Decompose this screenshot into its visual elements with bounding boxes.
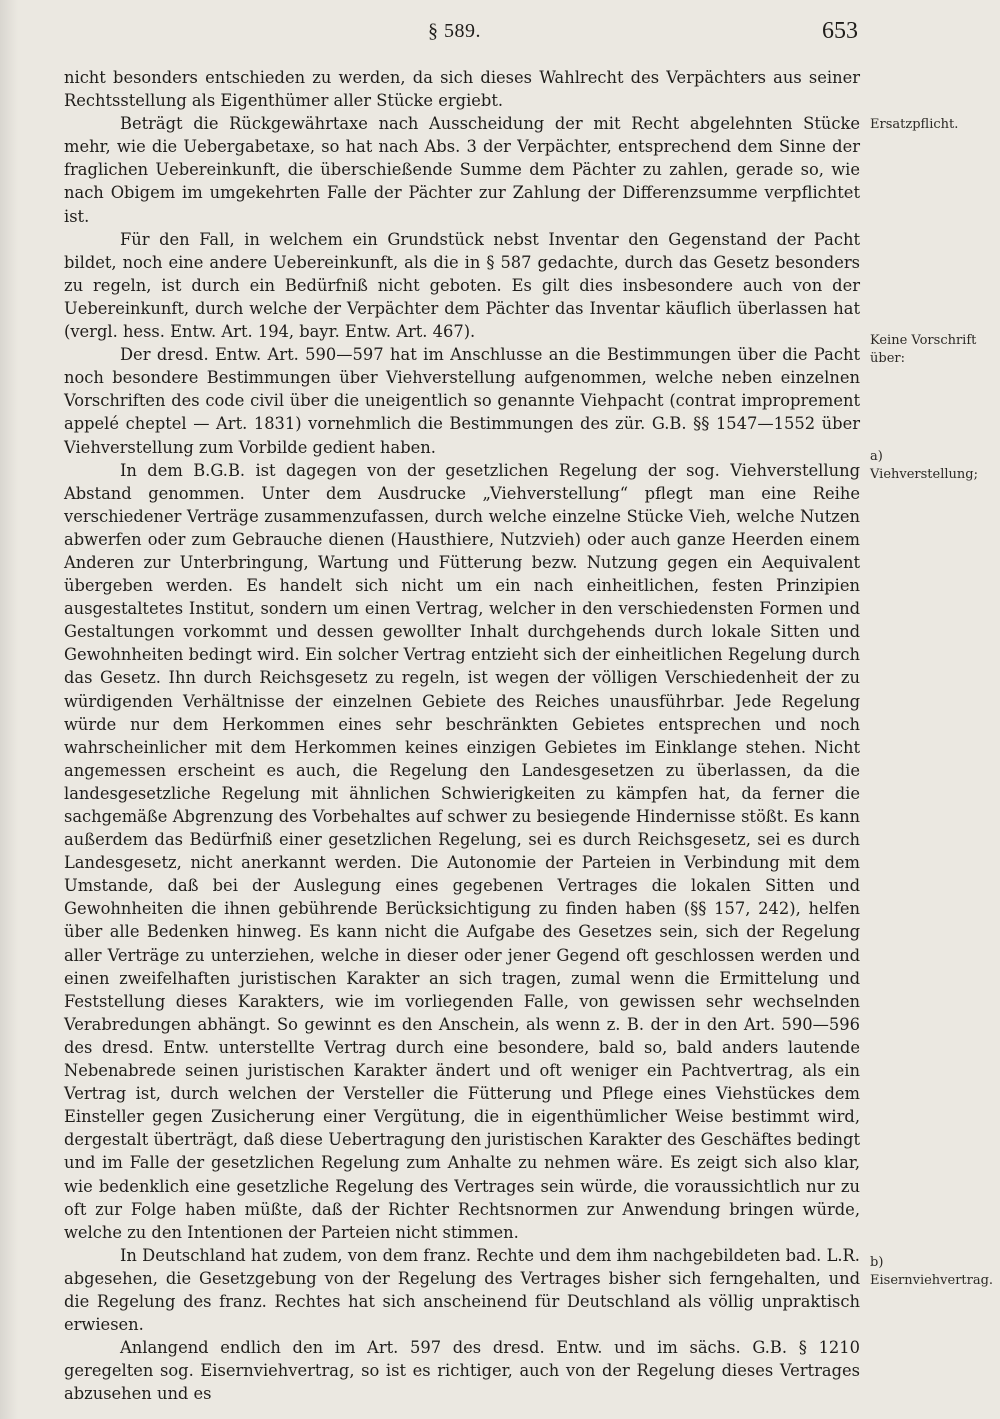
page-number: 653	[822, 18, 858, 44]
margin-note-ersatzpflicht: Ersatzpflicht.	[870, 117, 959, 132]
main-text	[64, 66, 860, 1405]
paragraph-deutschland: In Deutschland hat zudem, von dem franz. Rechte und dem ihm nachgebildeten bad. L.R. abgesehen, die Gesetzgebung von der Regelung des Vertrages bisher sich ferngehalten, und die Regelung des franz. Rechtes hat sich anscheinend für Deutschland als völlig unpraktisch erwiesen.	[64, 1245, 860, 1335]
paragraph-rueckgewaehrtaxe: Beträgt die Rückgewährtaxe nach Ausscheidung der mit Recht abgelehnten Stücke mehr, wie die Uebergabetaxe, so hat nach Abs. 3 der Verpächter, entsprechend dem Sinne der fraglichen Uebereinkunft, die überschießende Summe dem Pächter zu zahlen, gerade so, wie nach Obigem im umgekehrten Falle der Pächter zur Zahlung der Differenzsumme verpflichtet ist.	[64, 114, 860, 226]
section-heading: § 589.	[428, 20, 481, 42]
page-header	[0, 14, 1000, 54]
paragraph-dresdner-entwurf: Der dresd. Entw. Art. 590—597 hat im Anschlusse an die Bestimmungen über die Pacht noch besondere Bestimmungen über Viehverstellung aufgenommen, welche neben einzelnen Vorschriften des code civil über die uneigentlich so genannte Viehpacht (contrat improprement appelé cheptel — Art. 1831) vornehmlich die Bestimmungen des zür. G.B. §§ 1547—1552 über Viehverstellung zum Vorbilde gedient haben.	[64, 345, 860, 457]
margin-note-keine-vorschrift: Keine Vorschrift über:	[870, 333, 977, 366]
page-fold-shadow	[0, 0, 18, 1419]
paragraph-continuation: nicht besonders entschieden zu werden, da sich dieses Wahlrecht des Verpächters aus seiner Rechtsstellung als Eigenthümer aller Stücke ergiebt.	[64, 68, 860, 111]
margin-note-viehverstellung: a) Viehverstellung;	[870, 449, 978, 482]
paragraph-grundstueck-inventar: Für den Fall, in welchem ein Grundstück nebst Inventar den Gegenstand der Pacht bildet, noch eine andere Uebereinkunft, als die in § 587 gedachte, durch das Gesetz besonders zu regeln, ist durch ein Bedürfniß nicht geboten. Es gilt dies insbesondere auch von der Uebereinkunft, durch welche der Verpächter dem Pächter das Inventar käuflich überlassen hat (vergl. hess. Entw. Art. 194, bayr. Entw. Art. 467).	[64, 229, 860, 342]
margin-note-eisernviehvertrag: b) Eisernviehvertrag.	[870, 1255, 994, 1288]
paragraph-eisernviehvertrag: Anlangend endlich den im Art. 597 des dresd. Entw. und im sächs. G.B. § 1210 geregelten sog. Eisernviehvertrag, so ist es richtiger, auch von der Regelung dieses Vertrages abzusehen und es	[64, 1338, 860, 1404]
paragraph-viehverstellung: In dem B.G.B. ist dagegen von der gesetzlichen Regelung der sog. Viehverstellung Abstand genommen. Unter dem Ausdrucke „Viehverstellung“ pflegt man eine Reihe verschiedener Verträge zusammenzufassen, durch welche einzelne Stücke Vieh, welche Nutzen abwerfen oder zum Gebrauche dienen (Hausthiere, Nutzvieh) oder auch ganze Heerden einem Anderen zur Unterbringung, Wartung und Fütterung bezw. Nutzung gegen ein Aequivalent übergeben werden. Es handelt sich nicht um ein nach einheitlichen, festen Prinzipien ausgestaltetes Institut, sondern um einen Vertrag, welcher in den verschiedensten Formen und Gestaltungen vorkommt und dessen gewollter Inhalt durchgehends durch lokale Sitten und Gewohnheiten bedingt wird. Ein solcher Vertrag entzieht sich der einheitlichen Regelung durch das Gesetz. Ihn durch Reichsgesetz zu regeln, ist wegen der völligen Verschiedenheit der zu würdigenden Verhältnisse der einzelnen Gebiete des Reiches unausführbar. Jede Regelung würde nur dem Herkommen eines sehr beschränkten Gebietes entsprechen und noch wahrscheinlicher mit dem Herkommen keines einzigen Gebietes im Einklange stehen. Nicht angemessen erscheint es auch, die Regelung den Landesgesetzen zu überlassen, da die landesgesetzliche Regelung mit ähnlichen Schwierigkeiten zu kämpfen hat, da ferner die sachgemäße Abgrenzung des Vorbehaltes auf schwer zu besiegende Hindernisse stößt. Es kann außerdem das Bedürfniß einer gesetzlichen Regelung, sei es durch Reichsgesetz, sei es durch Landesgesetz, nicht anerkannt werden. Die Autonomie der Parteien in Verbindung mit dem Umstande, daß bei der Auslegung eines gegebenen Vertrages die lokalen Sitten und Gewohnheiten die ihnen gebührende Berücksichtigung zu finden haben (§§ 157, 242), helfen über alle Bedenken hinweg. Es kann nicht die Aufgabe des Gesetzes sein, sich der Regelung aller Verträge zu unterziehen, welche in dieser oder jener Gegend oft geschlossen werden und einen zweifelhaften juristischen Karakter an sich tragen, zumal wenn die Ermittelung und Feststellung dieses Karakters, wie im vorliegenden Falle, von gewissen sehr wechselnden Verabredungen abhängt. So gewinnt es den Anschein, als wenn z. B. der in den Art. 590—596 des dresd. Entw. unterstellte Vertrag durch eine besondere, bald so, bald anders lautende Nebenabrede seinen juristischen Karakter ändert und oft weniger ein Pachtvertrag, als ein Vertrag ist, durch welchen der Versteller die Fütterung und Pflege eines Viehstückes dem Einsteller gegen Zusicherung einer Vergütung, die in eigenthümlicher Weise bestimmt wird, dergestalt überträgt, daß diese Uebertragung den juristischen Karakter des Geschäftes bedingt und im Falle der gesetzlichen Regelung zum Anhalte zu nehmen wäre. Es zeigt sich also klar, wie bedenklich eine gesetzliche Regelung des Vertrages sein würde, die voraussichtlich nur zu oft zur Folge haben müßte, daß der Richter Rechtsnormen zur Anwendung bringen würde, welche zu den Intentionen der Parteien nicht stimmen.	[64, 460, 860, 1242]
